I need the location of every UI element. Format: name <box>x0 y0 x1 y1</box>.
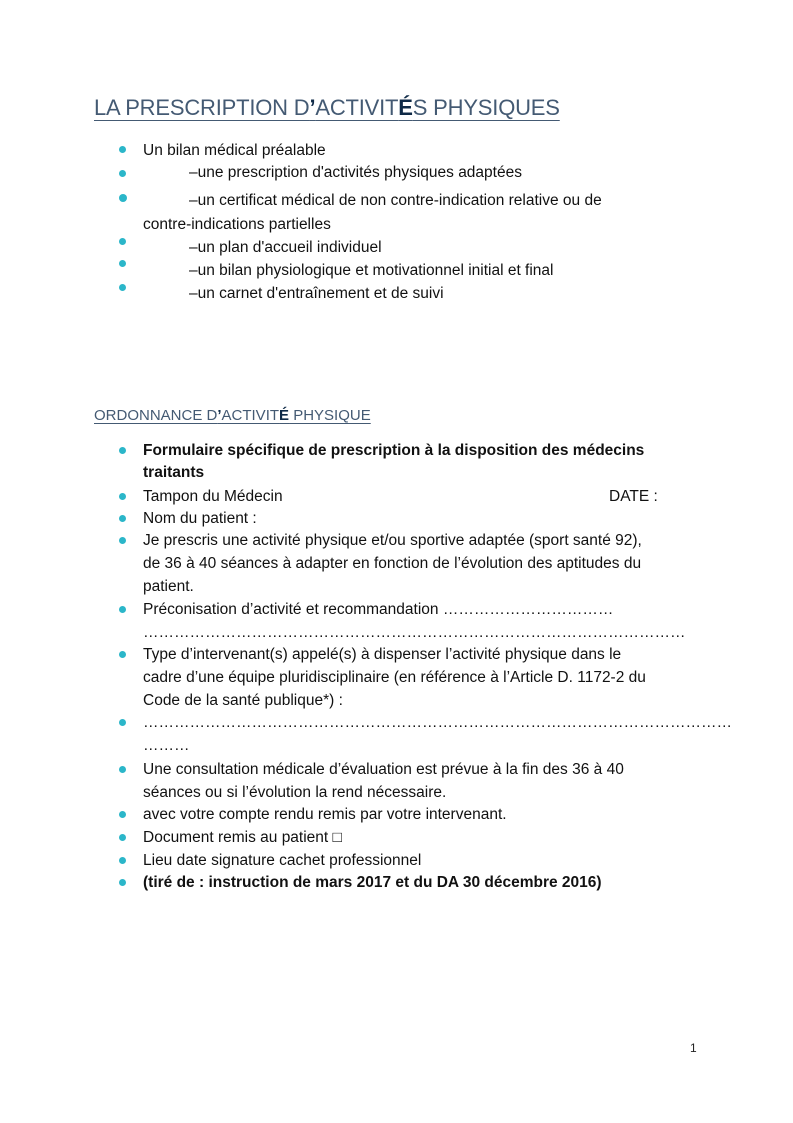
page-number: 1 <box>690 1041 697 1055</box>
bullet <box>119 651 126 658</box>
bullet <box>119 719 126 726</box>
bullet <box>119 284 126 291</box>
title-accent-letter: É <box>398 95 413 120</box>
formulaire-line: traitants <box>143 464 205 481</box>
subtitle-apostrophe: ’ <box>217 407 222 424</box>
list-item: –un certificat médical de non contre-indication relative ou de <box>189 192 602 209</box>
bullet <box>119 515 126 522</box>
prescription-text: de 36 à 40 séances à adapter en fonction de l’évolution des aptitudes du <box>143 555 642 572</box>
list-item-continuation: contre-indications partielles <box>143 216 331 233</box>
compte-rendu-text: avec votre compte rendu remis par votre intervenant. <box>143 806 507 823</box>
intervenant-text: Type d’intervenant(s) appelé(s) à dispenser l’activité physique dans le <box>143 646 622 663</box>
bullet <box>119 146 126 153</box>
consultation-text: séances ou si l’évolution la rend nécessaire. <box>143 784 447 801</box>
intervenant-text: cadre d’une équipe pluridisciplinaire (en référence à l’Article D. 1172-2 du <box>143 669 646 686</box>
consultation-text: Une consultation médicale d’évaluation est prévue à la fin des 36 à 40 <box>143 761 624 778</box>
dotted-line: ……… <box>143 737 190 754</box>
bullet <box>119 537 126 544</box>
patient-name-label: Nom du patient : <box>143 510 257 527</box>
dotted-line: …………………………………………………………………………………………………… <box>143 714 732 731</box>
subtitle-text-part3: PHYSIQUE <box>289 407 371 424</box>
title-text-part2: ACTIVIT <box>315 95 399 120</box>
subtitle-text-part2: ACTIVIT <box>221 407 280 424</box>
list-item: Un bilan médical préalable <box>143 142 326 159</box>
prescription-text: patient. <box>143 578 194 595</box>
list-item: –un carnet d'entraînement et de suivi <box>189 285 444 302</box>
tampon-medecin: Tampon du Médecin <box>143 488 283 505</box>
document-remis-text: Document remis au patient □ <box>143 829 342 846</box>
title-apostrophe: ’ <box>309 95 316 120</box>
title-text-part1: LA PRESCRIPTION D <box>94 95 310 120</box>
bullet <box>119 170 126 177</box>
bullet <box>119 260 126 267</box>
bullet <box>119 811 126 818</box>
section2-title <box>94 407 371 424</box>
bullet <box>119 447 126 454</box>
formulaire-line: Formulaire spécifique de prescription à la disposition des médecins <box>143 442 645 459</box>
bullet <box>119 606 126 613</box>
preconisation-dots: …………………………………………………………………………………………… <box>143 624 686 641</box>
list-item: –une prescription d'activités physiques adaptées <box>189 164 522 181</box>
list-item: –un bilan physiologique et motivationnel initial et final <box>189 262 554 279</box>
bullet <box>119 834 126 841</box>
date-label: DATE : <box>609 488 658 505</box>
preconisation-line: Préconisation d’activité et recommandation …………………………… <box>143 601 614 618</box>
bullet <box>119 766 126 773</box>
bullet <box>119 857 126 864</box>
bullet <box>119 879 126 886</box>
prescription-text: Je prescris une activité physique et/ou sportive adaptée (sport santé 92), <box>143 532 642 549</box>
intervenant-text: Code de la santé publique*) : <box>143 692 343 709</box>
source-reference: (tiré de : instruction de mars 2017 et du DA 30 décembre 2016) <box>143 874 602 891</box>
bullet <box>119 493 126 500</box>
list-item: –un plan d'accueil individuel <box>189 239 382 256</box>
section1-title <box>94 95 560 121</box>
bullet <box>119 194 127 202</box>
subtitle-text-part1: ORDONNANCE D <box>94 407 218 424</box>
bullet <box>119 238 126 245</box>
lieu-date-signature-text: Lieu date signature cachet professionnel <box>143 852 422 869</box>
subtitle-accent-letter: É <box>279 407 290 424</box>
title-text-part3: S PHYSIQUES <box>412 95 560 120</box>
